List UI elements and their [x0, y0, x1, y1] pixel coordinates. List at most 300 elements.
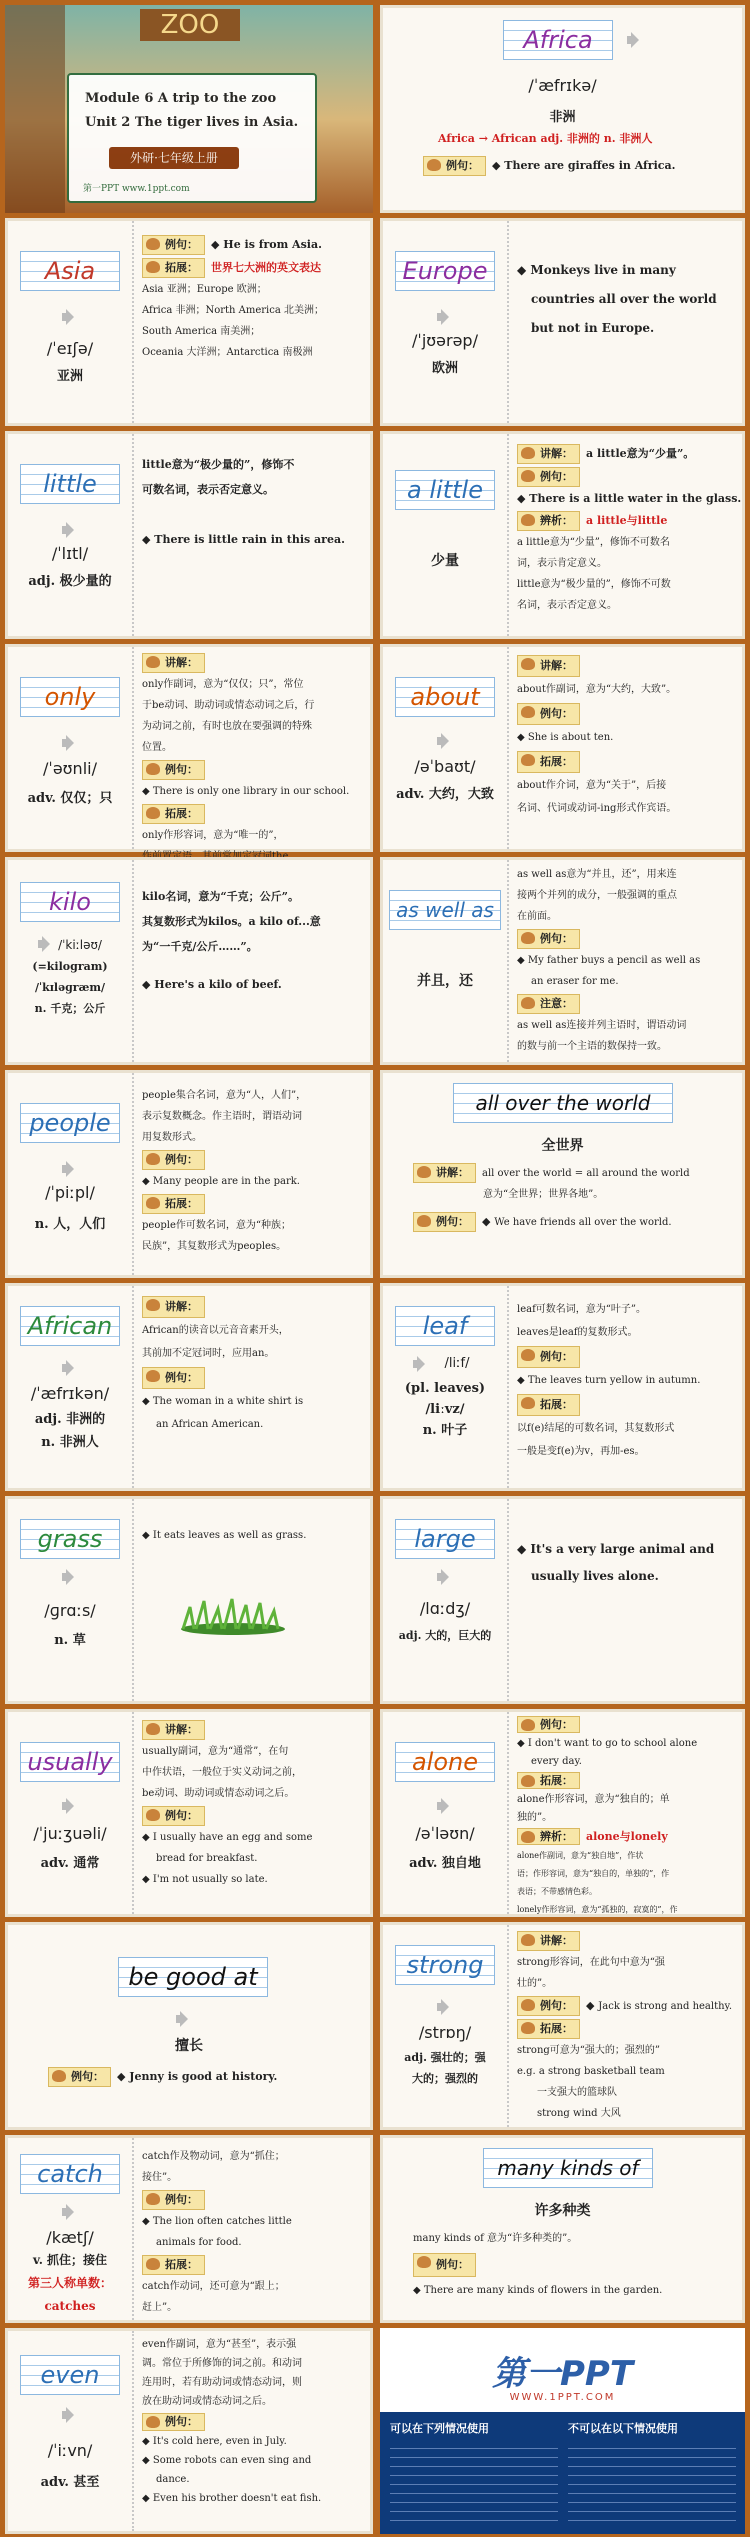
note-line: 意为“全世界；世界各地”。	[483, 1189, 604, 1200]
note-line: strong形容词，在此句中意为“强	[517, 1957, 665, 1968]
note-line: be动词、助动词或情态动词之后。	[142, 1788, 295, 1799]
phonetic: /ˈəʊnli/	[43, 759, 97, 778]
ext-line: alone作形容词，意为“独自的；单	[517, 1794, 670, 1805]
note-line: 在前面。	[517, 911, 557, 922]
right-panel: 例句： ◆ I don't want to go to school alone every day. 拓展： alone作形容词，意为“独自的；单 独的”。 辨析： alone与lonely alone作副词，意为“独自地”，作状 语；作形容词，意为“独自的，单独的”，作 表语；不带感情色彩。 lonely作形容词，意为“孤独的，寂寞的”，作	[517, 1716, 743, 1938]
ext-line: 民族”，其复数形式为peoples。	[142, 1241, 287, 1252]
right-panel: little意为“极少量的”，修饰不 可数名词，表示否定意义。 ◆ There is little rain in this area.	[142, 454, 368, 554]
meaning: n. 草	[54, 1633, 86, 1648]
title-panel	[67, 73, 317, 203]
divider	[507, 1925, 509, 2127]
word-grass: grass	[20, 1519, 120, 1559]
card-usually	[5, 1709, 373, 1917]
word-large: large	[395, 1519, 495, 1559]
note-line: 中作状语，一般位于实义动词之前，	[142, 1767, 302, 1778]
dist-line: 表语；不带感情色彩。	[517, 1887, 597, 1896]
example-text: animals for food.	[156, 2237, 242, 2248]
card-catch	[5, 2135, 373, 2323]
card-about	[380, 644, 745, 852]
ext-label: 拓展：	[517, 2019, 580, 2039]
speaker-icon[interactable]	[62, 309, 80, 325]
word-kilo: kilo	[20, 882, 120, 922]
example-label: 例句：	[142, 235, 205, 255]
dist-line: little意为“极少量的”，修饰不可数	[517, 579, 671, 590]
meaning-line: catches	[44, 2299, 96, 2313]
note-line: African的读音以元音音素开头，	[142, 1325, 289, 1336]
note-line: 为“一千克/公斤……”。	[142, 940, 258, 953]
ad-left-title: 可以在下列情况使用	[390, 2422, 489, 2435]
ext-line: 以f(e)结尾的可数名词，其复数形式	[517, 1423, 675, 1434]
phonetic: /ˈjuːʒuəli/	[33, 1824, 107, 1843]
ad-panel[interactable]	[380, 2328, 745, 2534]
phonetic: /lɑːdʒ/	[419, 1599, 471, 1618]
divider	[507, 1499, 509, 1701]
example-text: She is about ten.	[527, 732, 614, 743]
card-kilo	[5, 857, 373, 1065]
ext-line: Oceania 大洋洲；Antarctica 南极洲	[142, 347, 313, 358]
divider	[507, 434, 509, 636]
speaker-icon[interactable]	[437, 1798, 455, 1814]
example-label: 例句：	[423, 156, 486, 176]
speaker-icon[interactable]	[437, 1999, 455, 2015]
ext-label: 拓展：	[142, 804, 205, 824]
attn-label: 注意：	[517, 994, 580, 1014]
note-label: 讲解：	[142, 1296, 205, 1318]
meaning-line: n. 叶子	[422, 1423, 468, 1438]
example-label: 例句：	[48, 2067, 111, 2087]
word-only: only	[20, 677, 120, 717]
example-text: My father buys a pencil as well as	[527, 955, 701, 966]
example-row: 例句： ◆ There are giraffes in Africa.	[423, 156, 675, 176]
phonetic: /əˈbaʊt/	[414, 757, 476, 776]
example-label: 例句：	[517, 929, 580, 949]
word-people: people	[20, 1103, 120, 1143]
ext-line: only作形容词，意为“唯一的”，	[142, 830, 284, 841]
note-line: 其复数形式为kilos。a kilo of...意	[142, 915, 321, 928]
example-text: usually lives alone.	[531, 1569, 659, 1583]
ppt-logo: 第一PPT	[491, 2354, 634, 2394]
word-african: African	[20, 1306, 120, 1346]
example-label: 例句：	[413, 1212, 476, 1232]
example-text: countries all over the world	[531, 292, 717, 306]
ext-line: catch作动词，还可意为“跟上；	[142, 2281, 285, 2292]
meaning: adj. 大的，巨大的	[398, 1629, 492, 1642]
divider	[132, 860, 134, 1062]
example-text: bread for breakfast.	[156, 1853, 258, 1864]
meaning-line: 第三人称单数：	[27, 2276, 112, 2290]
speaker-icon[interactable]	[437, 1569, 455, 1585]
meaning-line: 大的；强烈的	[412, 2072, 478, 2085]
divider	[132, 647, 134, 849]
note-line: leaves是leaf的复数形式。	[517, 1327, 638, 1338]
note-line: 放在助动词或情态动词之后。	[142, 2396, 272, 2407]
word-africa: Africa	[503, 20, 613, 60]
word-be-good-at: be good at	[118, 1957, 268, 1997]
divider	[132, 2331, 134, 2531]
cover-footer: 第一PPT www.1ppt.com	[83, 184, 190, 194]
meaning-line: (pl. leaves)	[404, 1381, 486, 1396]
divider	[507, 860, 509, 1062]
divider	[507, 221, 509, 423]
meaning: adv. 大约，大致	[396, 787, 494, 802]
word-about: about	[395, 677, 495, 717]
example-text: Here's a kilo of beef.	[154, 978, 282, 991]
dist-label: 辨析：	[517, 511, 580, 531]
example-label: 例句：	[142, 1806, 205, 1826]
speaker-icon[interactable]	[437, 733, 455, 749]
note-line: people集合名词，意为“人，人们”，	[142, 1090, 307, 1101]
example-text: dance.	[156, 2474, 190, 2485]
divider	[132, 2138, 134, 2320]
right-panel: 讲解： usually副词，意为“通常”，在句 中作状语，一般位于实义动词之前， be动词、助动词或情态动词之后。 例句： ◆ I usually have an egg and some bread for breakfast. ◆ I'm not usually so late.	[142, 1720, 368, 1892]
word-even: even	[20, 2355, 120, 2395]
card-all-over-the-world	[380, 1070, 745, 1278]
right-panel: many kinds of 意为“许多种类的”。 例句： ◆ There are many kinds of flowers in the garden.	[413, 2228, 733, 2305]
grass-icon	[178, 1599, 288, 1635]
ext-line: e.g. a strong basketball team	[517, 2066, 665, 2077]
meaning: 少量	[431, 553, 459, 569]
right-panel: 例句： ◆ He is from Asia. 拓展： 世界七大洲的英文表达 Asia 亚洲；Europe 欧洲； Africa 非洲；North America 北美洲； South America 南美洲； Oceania 大洋洲；Antarctica 南极洲	[142, 235, 368, 365]
example-label: 例句：	[142, 760, 205, 780]
phonetic: /ˈjʊərəp/	[412, 331, 478, 350]
speaker-icon[interactable]	[62, 1569, 80, 1585]
meaning-line: n. 千克；公斤	[34, 1002, 106, 1015]
card-africa	[380, 5, 745, 213]
phonetic: /kætʃ/	[46, 2228, 94, 2247]
note-label: 讲解：	[517, 1931, 580, 1951]
card-leaf	[380, 1283, 745, 1491]
divider	[132, 434, 134, 636]
meaning: 许多种类	[534, 2203, 591, 2219]
dist-line: a little意为“少量”，修饰不可数名	[517, 537, 670, 548]
dist-title: a little与little	[586, 514, 668, 527]
note-label: 讲解：	[517, 655, 580, 677]
card-as-well-as	[380, 857, 745, 1065]
unit-title: Unit 2 The tiger lives in Asia.	[85, 115, 299, 130]
meaning	[383, 2049, 507, 2091]
right-panel: even作副词，意为“甚至”，表示强 调。常位于所修饰的词之前。和动词 连用时，若有助动词或情态动词，则 放在助动词或情态动词之后。 例句： ◆ It's cold here, even in July. ◆ Some robots can even sing and dance. ◆ Even his brother doesn't eat fish.	[142, 2337, 368, 2510]
right-panel: ◆ It eats leaves as well as grass.	[142, 1530, 307, 1541]
ext-label: 拓展：	[142, 258, 205, 278]
ext-label: 拓展：	[142, 2255, 205, 2275]
note-label: 讲解：	[142, 653, 205, 673]
right-panel: 讲解： a little意为“少量”。 例句： ◆ There is a little water in the glass. 辨析： a little与little a little意为“少量”，修饰不可数名 词，表示肯定意义。 little意为“极少量的”，修饰不可数 名词，表示否定意义。	[517, 444, 743, 618]
ext-line: South America 南美洲；	[142, 326, 261, 337]
speaker-icon[interactable]	[176, 2011, 194, 2027]
dist-line: 语；作形容词，意为“独自的，单独的”，作	[517, 1869, 670, 1878]
speaker-icon[interactable]	[62, 1360, 80, 1376]
right-panel: 讲解： African的读音以元音音素开头， 其前加不定冠词时，应用an。 例句： ◆ The woman in a white shirt is an African American.	[142, 1296, 368, 1438]
example-text: It's a very large animal and	[530, 1542, 715, 1556]
ext-line: 独的”。	[517, 1812, 553, 1823]
attn-line: 的数与前一个主语的数保持一致。	[517, 1041, 667, 1052]
word-as-well-as: as well as	[389, 890, 501, 930]
speaker-icon[interactable]	[62, 1798, 80, 1814]
example-row: 例句： ◆ Jenny is good at history.	[48, 2067, 277, 2087]
phonetic: /ˈiːvn/	[47, 2441, 93, 2460]
speaker-icon[interactable]	[627, 32, 645, 48]
example-label: 例句：	[517, 1996, 580, 2016]
note-line: 接住”。	[142, 2172, 178, 2183]
meaning-line: /ˈkɪləɡræm/	[35, 981, 105, 994]
dist-line: alone作副词，意为“独自地”，作状	[517, 1851, 644, 1860]
right-panel: catch作及物动词，意为“抓住； 接住”。 例句： ◆ The lion often catches little animals for food. 拓展： catch作动词，还可意为“跟上； 赶上”。	[142, 2148, 368, 2320]
word-strong: strong	[395, 1945, 495, 1985]
card-europe	[380, 218, 745, 426]
note-line: kilo名词，意为“千克；公斤”。	[142, 890, 299, 903]
dist-line: 词，表示肯定意义。	[517, 558, 607, 569]
meaning: adj. 极少量的	[28, 574, 112, 589]
meaning	[8, 2250, 132, 2319]
right-panel: ◆ It's a very large animal and usually lives alone.	[517, 1537, 743, 1591]
example-text: I'm not usually so late.	[152, 1874, 268, 1885]
example-text: We have friends all over the world.	[494, 1217, 672, 1228]
ext-line: 一支强大的篮球队	[537, 2087, 617, 2098]
phonetic: /ˈæfrɪkə/	[528, 76, 597, 95]
ext-label: 拓展：	[517, 1772, 580, 1789]
example-text: every day.	[531, 1756, 582, 1767]
meaning: adv. 甚至	[40, 2475, 100, 2490]
note-line: little意为“极少量的”，修饰不	[142, 458, 295, 471]
word-catch: catch	[20, 2154, 120, 2194]
ext-line: Asia 亚洲；Europe 欧洲；	[142, 284, 267, 295]
card-large	[380, 1496, 745, 1704]
word-usually: usually	[20, 1742, 120, 1782]
example-label: 例句：	[413, 2253, 476, 2277]
speaker-icon[interactable]	[62, 522, 80, 538]
derivation: Africa → African adj. 非洲的 n. 非洲人	[438, 132, 653, 145]
example-label: 例句：	[142, 2190, 205, 2210]
note-line: 接两个并列的成分，一般强调的重点	[517, 890, 677, 901]
example-text: but not in Europe.	[531, 321, 655, 335]
meaning	[8, 958, 132, 1021]
note-line: 为动词之前，有时也放在要强调的特殊	[142, 721, 312, 732]
note-line: catch作及物动词，意为“抓住；	[142, 2151, 285, 2162]
example-text: It's cold here, even in July.	[152, 2436, 287, 2447]
dist-label: 辨析：	[517, 1828, 580, 1845]
phonetic: /ˈæfrɪkən/	[30, 1384, 110, 1403]
divider	[132, 1499, 134, 1701]
meaning: 非洲	[549, 110, 576, 125]
example-text: Some robots can even sing and	[152, 2455, 312, 2466]
note-line: only作副词，意为“仅仅；只”，常位	[142, 679, 304, 690]
ad-right-links	[568, 2442, 736, 2526]
word-a-little: a little	[395, 470, 495, 510]
card-little	[5, 431, 373, 639]
ext-label: 拓展：	[517, 1394, 580, 1416]
example-text: There is a little water in the glass.	[529, 492, 742, 505]
note-label: 讲解：	[517, 444, 580, 464]
meaning-line: (=kilogram)	[32, 960, 108, 973]
divider	[507, 1712, 509, 1914]
right-panel: kilo名词，意为“千克；公斤”。 其复数形式为kilos。a kilo of...意 为“一千克/公斤……”。 ◆ Here's a kilo of beef.	[142, 886, 368, 999]
example-text: Jenny is good at history.	[129, 2070, 278, 2083]
right-panel: people集合名词，意为“人，人们”， 表示复数概念。作主语时，谓语动词 用复数形式。 例句： ◆ Many people are in the park. 拓展： people作可数名词，意为“种族； 民族”，其复数形式为peoples。	[142, 1087, 368, 1259]
note-line: many kinds of 意为“许多种类的”。	[413, 2233, 578, 2244]
zoo-sign: ZOO	[140, 9, 240, 41]
meaning	[383, 1380, 507, 1443]
example-label: 例句：	[142, 1150, 205, 1170]
example-label: 例句：	[517, 703, 580, 725]
right-panel: leaf可数名词，意为“叶子”。 leaves是leaf的复数形式。 例句： ◆ The leaves turn yellow in autumn. 拓展： 以f(e)结尾的可数名词，其复数形式 一般是变f(e)为v，再加-es。	[517, 1300, 743, 1465]
card-strong	[380, 1922, 745, 2130]
note-line: leaf可数名词，意为“叶子”。	[517, 1304, 647, 1315]
meaning: adv. 独自地	[409, 1856, 481, 1871]
example-text: There is little rain in this area.	[154, 533, 345, 546]
note-line: 其前加不定冠词时，应用an。	[142, 1348, 275, 1359]
attn-line: as well as连接并列主语时，谓语动词	[517, 1020, 687, 1031]
example-text: The lion often catches little	[152, 2216, 292, 2227]
speaker-icon[interactable]	[62, 735, 80, 751]
word-asia: Asia	[20, 251, 120, 291]
note-text: a little意为“少量”。	[586, 447, 695, 460]
speaker-icon[interactable]	[62, 2204, 80, 2220]
meaning: n. 人，人们	[34, 1217, 106, 1232]
example-text: Monkeys live in many	[530, 263, 676, 277]
example-label: 例句：	[142, 2413, 205, 2431]
meaning-line: n. 非洲人	[41, 1435, 99, 1450]
card-grass	[5, 1496, 373, 1704]
example-label: 例句：	[142, 1367, 205, 1389]
card-asia	[5, 218, 373, 426]
meaning: 并且，还	[417, 973, 473, 989]
word-europe: Europe	[395, 251, 495, 291]
ext-line: strong可意为“强大的；强烈的”	[517, 2045, 661, 2056]
ext-line: about作介词，意为“关于”，后接	[517, 780, 667, 791]
card-alone	[380, 1709, 745, 1917]
ext-label: 拓展：	[517, 751, 580, 773]
note-line: 用复数形式。	[142, 1132, 202, 1143]
ext-line: 一般是变f(e)为v，再加-es。	[517, 1446, 645, 1457]
card-even	[5, 2328, 373, 2534]
example-text: Jack is strong and healthy.	[598, 2001, 733, 2012]
meaning: adv. 通常	[40, 1856, 100, 1871]
note-line: as well as意为“并且，还”，用来连	[517, 869, 677, 880]
divider	[132, 1286, 134, 1488]
card-people	[5, 1070, 373, 1278]
phonetic: /ɡrɑːs/	[44, 1601, 96, 1620]
ad-bottom	[380, 2412, 745, 2534]
ext-line: 赶上”。	[142, 2302, 178, 2313]
meaning: 亚洲	[56, 369, 83, 384]
divider	[132, 221, 134, 423]
phonetic: /ˈlɪtl/	[51, 544, 89, 563]
meaning: 擅长	[175, 2038, 203, 2054]
ext-line: 名词、代词或动词-ing形式作宾语。	[517, 803, 677, 814]
phonetic: /ˈeɪʃə/	[46, 339, 94, 358]
note-label: 讲解：	[413, 1163, 476, 1183]
example-text: I don't want to go to school alone	[527, 1738, 698, 1749]
note-line: usually副词，意为“通常”，在句	[142, 1746, 289, 1757]
example-text: Even his brother doesn't eat fish.	[152, 2493, 322, 2504]
card-many-kinds-of	[380, 2135, 745, 2323]
note-line: 位置。	[142, 742, 172, 753]
card-a-little	[380, 431, 745, 639]
phonetic: /ˈkiːləʊ/	[58, 938, 102, 952]
dist-line: 名词，表示否定意义。	[517, 600, 617, 611]
right-panel: as well as意为“并且，还”，用来连 接两个并列的成分，一般强调的重点 在前面。 例句： ◆ My father buys a pencil as well as an eraser for me. 注意： as well as连接并列主语时，谓语动词 的数与前一个主语的数保持一致。	[517, 866, 743, 1059]
example-text: There are many kinds of flowers in the garden.	[423, 2285, 663, 2296]
phonetic: /ˈpiːpl/	[45, 1183, 95, 1202]
example-label: 例句：	[517, 467, 580, 487]
note-line: about作副词，意为“大约，大致”。	[517, 684, 677, 695]
card-be-good-at	[5, 1922, 373, 2130]
speaker-icon[interactable]	[62, 1161, 80, 1177]
example-text: I usually have an egg and some	[152, 1832, 313, 1843]
ext-title: 世界七大洲的英文表达	[211, 261, 321, 274]
divider	[132, 1712, 134, 1914]
note-label: 讲解：	[142, 1720, 205, 1740]
note-line: 表示复数概念。作主语时，谓语动词	[142, 1111, 302, 1122]
ppt-url: WWW.1PPT.COM	[509, 2392, 616, 2403]
speaker-icon[interactable]	[62, 2407, 80, 2423]
word-all-over-the-world: all over the world	[453, 1083, 673, 1123]
ext-label: 拓展：	[142, 1194, 205, 1214]
ext-line: people作可数名词，意为“种族；	[142, 1220, 291, 1231]
phonetic: /strɒŋ/	[418, 2023, 472, 2042]
divider	[132, 1073, 134, 1275]
phonetic: /liːf/	[444, 1356, 470, 1371]
meaning-line: /liːvz/	[425, 1402, 465, 1417]
grade-badge: 外研·七年级上册	[109, 147, 239, 169]
note-line: 壮的”。	[517, 1978, 553, 1989]
example-text: Many people are in the park.	[152, 1176, 300, 1187]
meaning: 全世界	[541, 1138, 584, 1154]
example-text: an eraser for me.	[531, 976, 619, 987]
meaning-line: adj. 强壮的；强	[404, 2051, 486, 2064]
example-text: an African American.	[156, 1419, 264, 1430]
ext-line: strong wind 大风	[537, 2108, 621, 2119]
speaker-icon[interactable]	[437, 309, 455, 325]
word-alone: alone	[395, 1742, 495, 1782]
example-text: It eats leaves as well as grass.	[152, 1530, 307, 1541]
note-line: all over the world = all around the world	[482, 1168, 690, 1179]
meaning-line: v. 抓住；接住	[32, 2253, 108, 2267]
tree-icon	[5, 5, 65, 213]
right-panel: 讲解： only作副词，意为“仅仅；只”，常位 于be动词、助动词或情态动词之后，行 为动词之前，有时也放在要强调的特殊 位置。 例句： ◆ There is only one library in our school. 拓展： only作形容词，意为“唯一的”，	[142, 653, 368, 869]
note-line: 于be动词、助动词或情态动词之后，行	[142, 700, 315, 711]
meaning	[8, 1410, 132, 1456]
card-african	[5, 1283, 373, 1491]
example-text: There is only one library in our school.	[152, 786, 350, 797]
note-line: 可数名词，表示否定意义。	[142, 483, 274, 496]
word-leaf: leaf	[395, 1306, 495, 1346]
note-line: 连用时，若有助动词或情态动词，则	[142, 2377, 302, 2388]
ext-line: Africa 非洲；North America 北美洲；	[142, 305, 324, 316]
card-only	[5, 644, 373, 852]
example-text: He is from Asia.	[223, 238, 322, 251]
example-label: 例句：	[517, 1716, 580, 1733]
right-panel: 讲解： about作副词，意为“大约，大致”。 例句： ◆ She is about ten. 拓展： about作介词，意为“关于”，后接 名词、代词或动词-ing形式作宾语。	[517, 655, 743, 822]
phonetic: /əˈləʊn/	[415, 1824, 475, 1843]
right-panel: ◆ Monkeys live in many countries all over the world but not in Europe.	[517, 257, 743, 344]
right-panel: 讲解： all over the world = all around the world 意为“全世界；世界各地”。 例句： ◆ We have friends all over the world.	[413, 1163, 733, 1235]
example-text: The woman in a white shirt is	[152, 1396, 304, 1407]
divider	[507, 1286, 509, 1488]
word-many-kinds-of: many kinds of	[483, 2148, 653, 2188]
word-little: little	[20, 464, 120, 504]
note-line: even作副词，意为“甚至”，表示强	[142, 2339, 297, 2350]
cover-card	[5, 5, 373, 213]
example-label: 例句：	[517, 1346, 580, 1368]
dist-line: lonely作形容词，意为“孤独的，寂寞的”，作	[517, 1905, 678, 1914]
right-panel: 讲解： strong形容词，在此句中意为“强 壮的”。 例句： ◆ Jack is strong and healthy. 拓展： strong可意为“强大的；强烈的” e.g. a strong basketball team 一支强大的篮球队 strong wind 大风	[517, 1931, 743, 2126]
ad-left-links	[390, 2442, 558, 2526]
meaning: adv. 仅仅；只	[27, 791, 113, 806]
meaning: 欧洲	[431, 361, 458, 376]
divider	[507, 647, 509, 849]
dist-title: alone与lonely	[586, 1830, 668, 1843]
